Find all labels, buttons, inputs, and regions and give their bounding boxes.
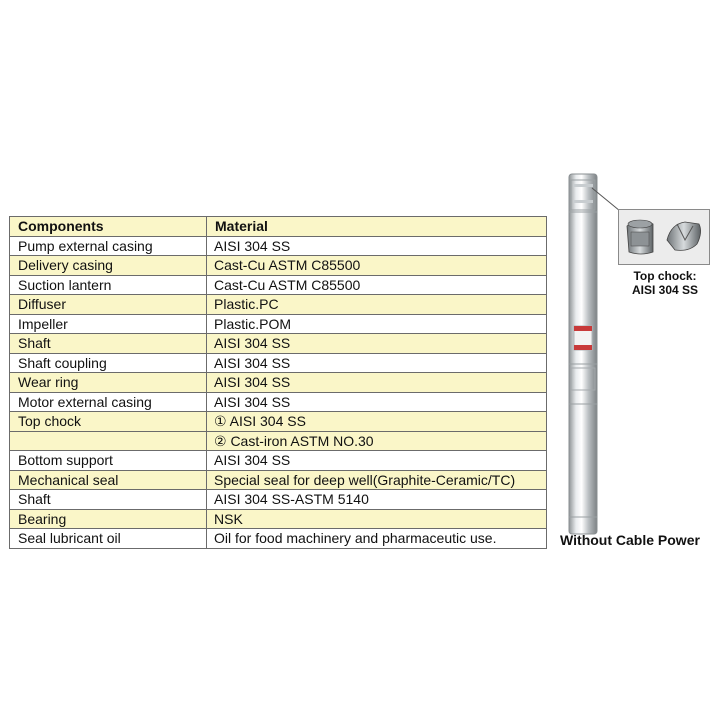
table-row: [10, 509, 547, 529]
material-cell: Plastic.PC: [207, 295, 547, 315]
header-components: Components: [10, 217, 207, 237]
material-cell: Cast-Cu ASTM C85500: [207, 256, 547, 276]
component-cell: Impeller: [10, 314, 207, 334]
material-cell: AISI 304 SS: [207, 353, 547, 373]
component-cell: Shaft: [10, 490, 207, 510]
component-cell: Motor external casing: [10, 392, 207, 412]
material-cell: NSK: [207, 509, 547, 529]
component-cell: Pump external casing: [10, 236, 207, 256]
table-row: [10, 470, 547, 490]
component-cell: Mechanical seal: [10, 470, 207, 490]
image-caption: Without Cable Power: [560, 532, 700, 548]
top-chock-image: [618, 209, 710, 265]
table-row: [10, 490, 547, 510]
header-material: Material: [207, 217, 547, 237]
pump-image: [566, 172, 600, 537]
table-row: [10, 431, 547, 451]
table-row: [10, 314, 547, 334]
top-chock-label: [615, 269, 715, 297]
material-cell: ② Cast-iron ASTM NO.30: [207, 431, 547, 451]
table-row: [10, 412, 547, 432]
component-cell: Shaft coupling: [10, 353, 207, 373]
table-row: [10, 392, 547, 412]
material-cell: AISI 304 SS: [207, 373, 547, 393]
component-cell: Seal lubricant oil: [10, 529, 207, 549]
material-cell: Special seal for deep well(Graphite-Ceramic/TC): [207, 470, 547, 490]
top-chock-label-line1: Top chock:: [633, 269, 697, 283]
components-table: [9, 216, 547, 549]
component-cell: Suction lantern: [10, 275, 207, 295]
component-cell: Top chock: [10, 412, 207, 432]
component-cell: Wear ring: [10, 373, 207, 393]
component-cell: Delivery casing: [10, 256, 207, 276]
component-cell: Bearing: [10, 509, 207, 529]
material-cell: AISI 304 SS: [207, 451, 547, 471]
material-cell: AISI 304 SS: [207, 334, 547, 354]
material-cell: Oil for food machinery and pharmaceutic use.: [207, 529, 547, 549]
component-cell: Bottom support: [10, 451, 207, 471]
material-cell: ① AISI 304 SS: [207, 412, 547, 432]
table-row: [10, 275, 547, 295]
table-row: [10, 236, 547, 256]
table-row: [10, 451, 547, 471]
component-cell: Shaft: [10, 334, 207, 354]
table-row: [10, 373, 547, 393]
table-row: [10, 334, 547, 354]
material-cell: AISI 304 SS: [207, 392, 547, 412]
material-cell: AISI 304 SS-ASTM 5140: [207, 490, 547, 510]
material-cell: AISI 304 SS: [207, 236, 547, 256]
table-row: [10, 295, 547, 315]
material-cell: Cast-Cu ASTM C85500: [207, 275, 547, 295]
component-cell: [10, 431, 207, 451]
table-row: [10, 256, 547, 276]
table-row: [10, 529, 547, 549]
component-cell: Diffuser: [10, 295, 207, 315]
top-chock-label-line2: AISI 304 SS: [631, 283, 699, 297]
material-cell: Plastic.POM: [207, 314, 547, 334]
table-header-row: [10, 217, 547, 237]
table-row: [10, 353, 547, 373]
